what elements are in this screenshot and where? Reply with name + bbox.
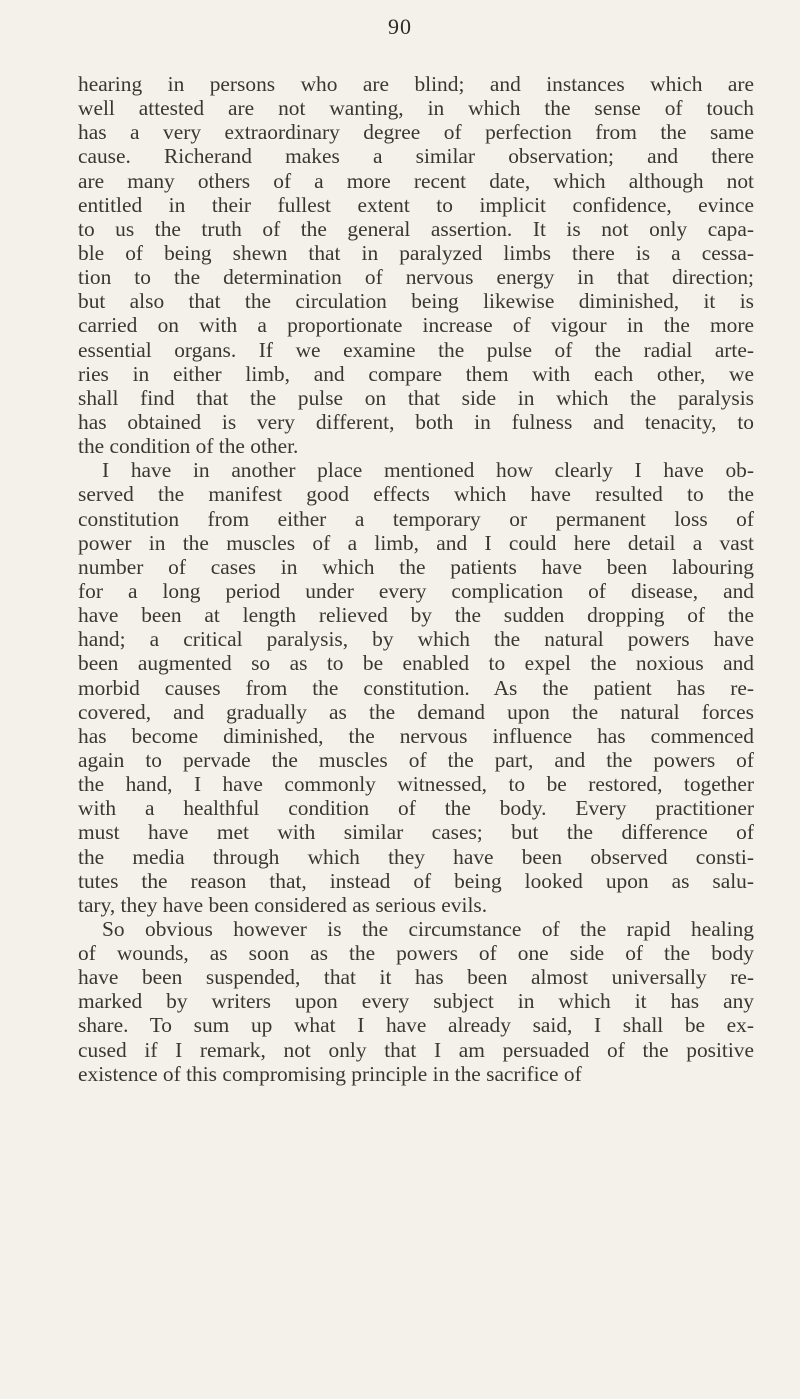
text-line: for a long period under every complication of disease, and xyxy=(78,578,754,603)
text-line: has become diminished, the nervous influence has commenced xyxy=(78,723,754,748)
text-line: morbid causes from the constitution. As the patient has re- xyxy=(78,675,754,700)
page-number: 90 xyxy=(388,14,412,39)
text-line: tary, they have been considered as serious evils. xyxy=(78,892,488,917)
text-line: again to pervade the muscles of the part, and the powers of xyxy=(78,747,754,772)
text-line: entitled in their fullest extent to implicit confidence, evince xyxy=(78,192,754,217)
text-line: been augmented so as to be enabled to expel the noxious and xyxy=(78,651,754,676)
text-line: cause. Richerand makes a similar observation; and there xyxy=(78,144,754,169)
text-line: with a healthful condition of the body. Every practitioner xyxy=(78,796,754,821)
text-line: So obvious however is the circumstance of the rapid healing xyxy=(102,916,754,941)
text-line: must have met with similar cases; but the difference of xyxy=(78,820,754,845)
text-line: carried on with a proportionate increase of vigour in the more xyxy=(78,313,754,338)
text-line: the media through which they have been observed consti- xyxy=(78,844,754,869)
text-line: marked by writers upon every subject in which it has any xyxy=(78,989,754,1014)
text-line: well attested are not wanting, in which the sense of touch xyxy=(78,96,754,121)
text-line: cused if I remark, not only that I am persuaded of the positive xyxy=(78,1037,754,1062)
text-line: have been at length relieved by the sudden dropping of the xyxy=(78,603,754,628)
body-text xyxy=(78,72,754,1086)
text-line: hearing in persons who are blind; and instances which are xyxy=(78,72,754,96)
text-line: hand; a critical paralysis, by which the natural powers have xyxy=(78,627,754,652)
text-line: the condition of the other. xyxy=(78,434,299,459)
text-line: number of cases in which the patients have been labouring xyxy=(78,554,754,579)
text-line: to us the truth of the general assertion. It is not only capa- xyxy=(78,216,754,241)
text-line: are many others of a more recent date, which although not xyxy=(78,168,754,193)
text-line: constitution from either a temporary or permanent loss of xyxy=(78,506,754,531)
text-line: ble of being shewn that in paralyzed limbs there is a cessa- xyxy=(78,240,754,265)
paragraph xyxy=(78,917,754,1086)
text-line: essential organs. If we examine the pulse of the radial arte- xyxy=(78,337,754,362)
text-line: of wounds, as soon as the powers of one side of the body xyxy=(78,941,754,966)
text-line: served the manifest good effects which have resulted to the xyxy=(78,482,754,507)
text-line: power in the muscles of a limb, and I could here detail a vast xyxy=(78,530,754,555)
text-line: tutes the reason that, instead of being looked upon as salu- xyxy=(78,868,754,893)
text-line: share. To sum up what I have already said, I shall be ex- xyxy=(78,1013,754,1038)
text-line: ries in either limb, and compare them with each other, we xyxy=(78,361,754,386)
text-line: the hand, I have commonly witnessed, to be restored, together xyxy=(78,772,754,797)
text-line: but also that the circulation being likewise diminished, it is xyxy=(78,289,754,314)
text-line: has a very extraordinary degree of perfection from the same xyxy=(78,120,754,145)
text-line: I have in another place mentioned how clearly I have ob- xyxy=(102,458,754,483)
paragraph xyxy=(78,72,754,458)
text-line: covered, and gradually as the demand upon the natural forces xyxy=(78,699,754,724)
text-line: have been suspended, that it has been almost universally re- xyxy=(78,965,754,990)
paragraph xyxy=(78,458,754,917)
text-line: has obtained is very different, both in fulness and tenacity, to xyxy=(78,409,754,434)
text-line: shall find that the pulse on that side in which the paralysis xyxy=(78,385,754,410)
text-line: tion to the determination of nervous energy in that direction; xyxy=(78,265,754,290)
text-line: existence of this compromising principle in the sacrifice of xyxy=(78,1061,582,1086)
